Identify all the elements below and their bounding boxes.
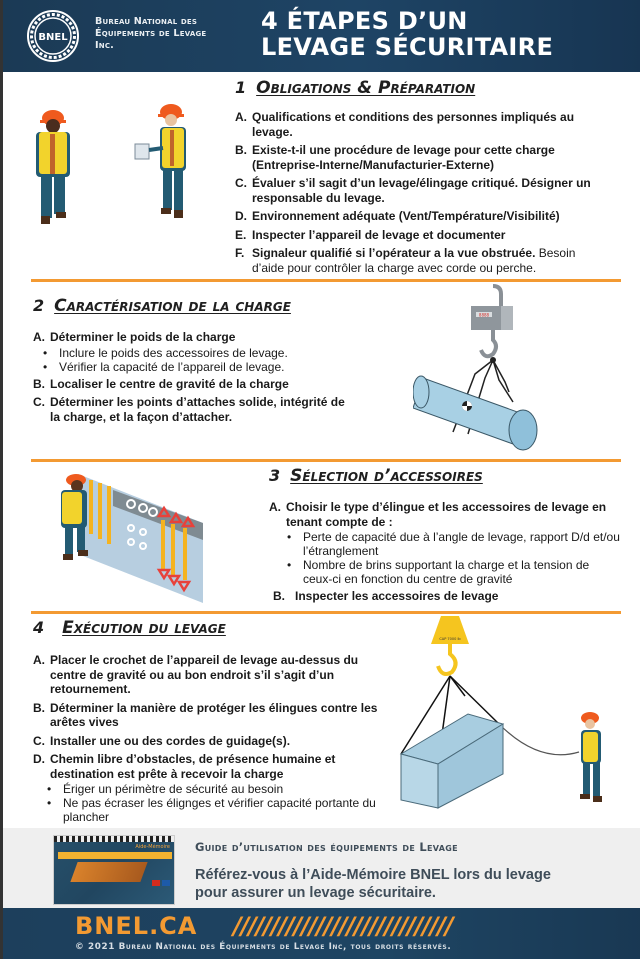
booklet-label: Aide-Mémoire	[135, 844, 170, 850]
aide-memoire-booklet-image	[53, 835, 175, 905]
bullet-text: Vérifier la capacité de l’appareil de levage.	[59, 359, 285, 374]
item-text: Déterminer les points d’attaches solide, intégrité de la charge, et la façon d’attacher.	[50, 395, 345, 424]
item-letter: D.	[235, 209, 247, 223]
item-letter: B.	[33, 700, 45, 715]
item-letter: A.	[235, 110, 247, 124]
item-letter: A.	[33, 330, 45, 344]
bullet-text: Nombre de brins supportant la charge et la tension de ceux-ci en fonction du centre de gravité	[303, 558, 590, 586]
item-text: Environnement adéquate (Vent/Température/Visibilité)	[252, 209, 560, 223]
section-number: 1	[235, 78, 247, 97]
crane-hook-box-illustration	[393, 614, 613, 814]
booklet-photo	[70, 862, 147, 882]
accessory-rack-illustration	[53, 468, 238, 608]
svg-text:CAP 7000 lb: CAP 7000 lb	[439, 637, 461, 641]
item-text: Qualifications et conditions des personnes impliqués au levage.	[252, 110, 575, 139]
bullet-list	[37, 782, 395, 824]
section-3-heading	[269, 466, 483, 486]
section-3-list	[269, 500, 621, 608]
item-letter: B.	[273, 589, 285, 603]
bullet-text: Perte de capacité due à l’angle de levage, rapport D/d et/ou l’étranglement	[303, 530, 620, 558]
item-text: Existe-t-il une procédure de levage pour cette charge (Entreprise-Interne/Manufacturier-Externe)	[252, 143, 555, 172]
item-letter: C.	[33, 395, 45, 409]
list-item	[33, 653, 395, 697]
workers-illustration	[23, 100, 203, 240]
list-item	[33, 377, 353, 392]
section-title: Caractérisation de la charge	[54, 296, 291, 316]
item-text: Inspecter les accessoires de levage	[295, 589, 499, 603]
list-item	[33, 752, 395, 781]
item-letter: E.	[235, 227, 247, 242]
item-letter: C.	[235, 176, 247, 190]
section-4-list	[33, 653, 395, 827]
bullet-text: Inclure le poids des accessoires de levage.	[59, 345, 288, 360]
bullet-text: Ne pas écraser les élignges et vérifier capacité portante du plancher	[63, 796, 376, 824]
list-item	[235, 143, 595, 172]
org-line-3: Inc.	[95, 40, 115, 51]
decorative-slashes: /////////////////////////////	[233, 912, 453, 940]
list-item	[273, 589, 621, 604]
section-number: 4	[33, 618, 45, 637]
list-item	[33, 395, 353, 424]
booklet-stripe	[58, 852, 172, 859]
bullet-item: • Inclure le poids des accessoires de levage.	[43, 345, 288, 360]
website-link[interactable]: BNEL.CA	[75, 912, 198, 940]
svg-text:8888: 8888	[478, 312, 490, 318]
quebec-flag-icon	[162, 880, 170, 886]
item-text: Chemin libre d’obstacles, de présence humaine et destination est prête à recevoir la charge	[50, 752, 336, 781]
bullet-item: • Ériger un périmètre de sécurité au besoin	[47, 782, 284, 796]
section-2-heading	[33, 296, 291, 316]
section-2-list	[33, 330, 353, 428]
org-line-1: Bureau National des	[95, 16, 198, 27]
item-letter: D.	[33, 752, 45, 766]
section-title: Exécution du levage	[62, 618, 226, 638]
item-letter: C.	[33, 733, 45, 748]
title-line-1: 4 ÉTAPES D’UN	[261, 7, 468, 35]
section-title: Obligations & Préparation	[256, 78, 476, 98]
list-item	[235, 246, 595, 275]
bnel-logo-icon	[24, 7, 82, 65]
bullet-item: • Vérifier la capacité de l’appareil de levage.	[43, 359, 285, 374]
scale-cylinder-illustration	[413, 282, 553, 452]
bullet-item: • Perte de capacité due à l’angle de levage, rapport D/d et/ou l’étranglement	[287, 530, 620, 558]
section-title: Sélection d’accessoires	[290, 466, 483, 486]
section-number: 3	[269, 466, 281, 485]
item-letter: A.	[33, 653, 45, 667]
item-text: Évaluer s’il sagit d’un levage/élingage critiqué. Désigner un responsable du levage.	[252, 176, 591, 205]
section-1-list	[235, 110, 595, 279]
item-text: Localiser le centre de gravité de la charge	[50, 376, 289, 391]
item-letter: F.	[235, 246, 245, 260]
item-text	[252, 246, 595, 275]
svg-text:BNEL: BNEL	[38, 32, 68, 43]
promo-text-line: pour assurer un levage sécuritaire.	[195, 885, 436, 901]
bullet-list	[277, 530, 621, 586]
org-line-2: Équipements de Levage	[95, 28, 207, 39]
promo-text-line: Référez-vous à l’Aide-Mémoire BNEL lors du levage	[195, 867, 551, 883]
item-text: Choisir le type d’élingue et les accessoires de levage en tenant compte de :	[286, 500, 607, 529]
promo-text	[195, 866, 551, 902]
section-divider	[31, 459, 621, 462]
item-text: Déterminer la manière de protéger les élingues contre les arêtes vives	[50, 700, 378, 729]
item-text: Placer le crochet de l’appareil de levage au-dessus du centre de gravité ou au bon endroit s’il s’agit d’un retournement.	[50, 653, 359, 696]
list-item	[235, 228, 595, 243]
list-item	[33, 701, 395, 730]
page-title	[261, 8, 553, 60]
list-item	[33, 330, 353, 345]
list-item	[269, 500, 621, 529]
bullet-list	[33, 346, 353, 374]
bullet-item: • Ne pas écraser les élignges et vérifier capacité portante du plancher	[37, 796, 395, 824]
item-letter: A.	[269, 500, 281, 514]
organization-name	[95, 16, 206, 52]
copyright-text: © 2021 Bureau National des Équipements de Levage Inc, tous droits réservés.	[75, 942, 452, 952]
list-item	[235, 176, 595, 205]
item-letter: B.	[33, 376, 45, 391]
bullet-text: Ériger un périmètre de sécurité au besoin	[63, 782, 284, 796]
list-item	[235, 209, 595, 224]
promo-title: Guide d’utilisation des équipements de Levage	[195, 840, 458, 854]
item-letter: B.	[235, 143, 247, 157]
section-number: 2	[33, 296, 45, 315]
section-1-heading	[235, 78, 475, 98]
item-text-normal: Besoin d’aide pour contrôler la charge avec corde ou perche.	[252, 246, 576, 275]
title-line-2: LEVAGE SÉCURITAIRE	[261, 33, 554, 61]
list-item	[33, 734, 395, 749]
item-text: Inspecter l’appareil de levage et documenter	[252, 227, 506, 242]
item-text-bold: Signaleur qualifié si l’opérateur a la vue obstruée.	[252, 246, 536, 260]
bullet-item: • Nombre de brins supportant la charge et la tension de ceux-ci en fonction du centre de gravité	[277, 558, 621, 586]
item-text: Installer une ou des cordes de guidage(s).	[50, 733, 291, 748]
list-item	[235, 110, 595, 139]
item-text: Déterminer le poids de la charge	[50, 330, 236, 344]
section-4-heading	[33, 618, 226, 638]
spiral-binding-icon	[54, 836, 175, 842]
canada-flag-icon	[152, 880, 160, 886]
